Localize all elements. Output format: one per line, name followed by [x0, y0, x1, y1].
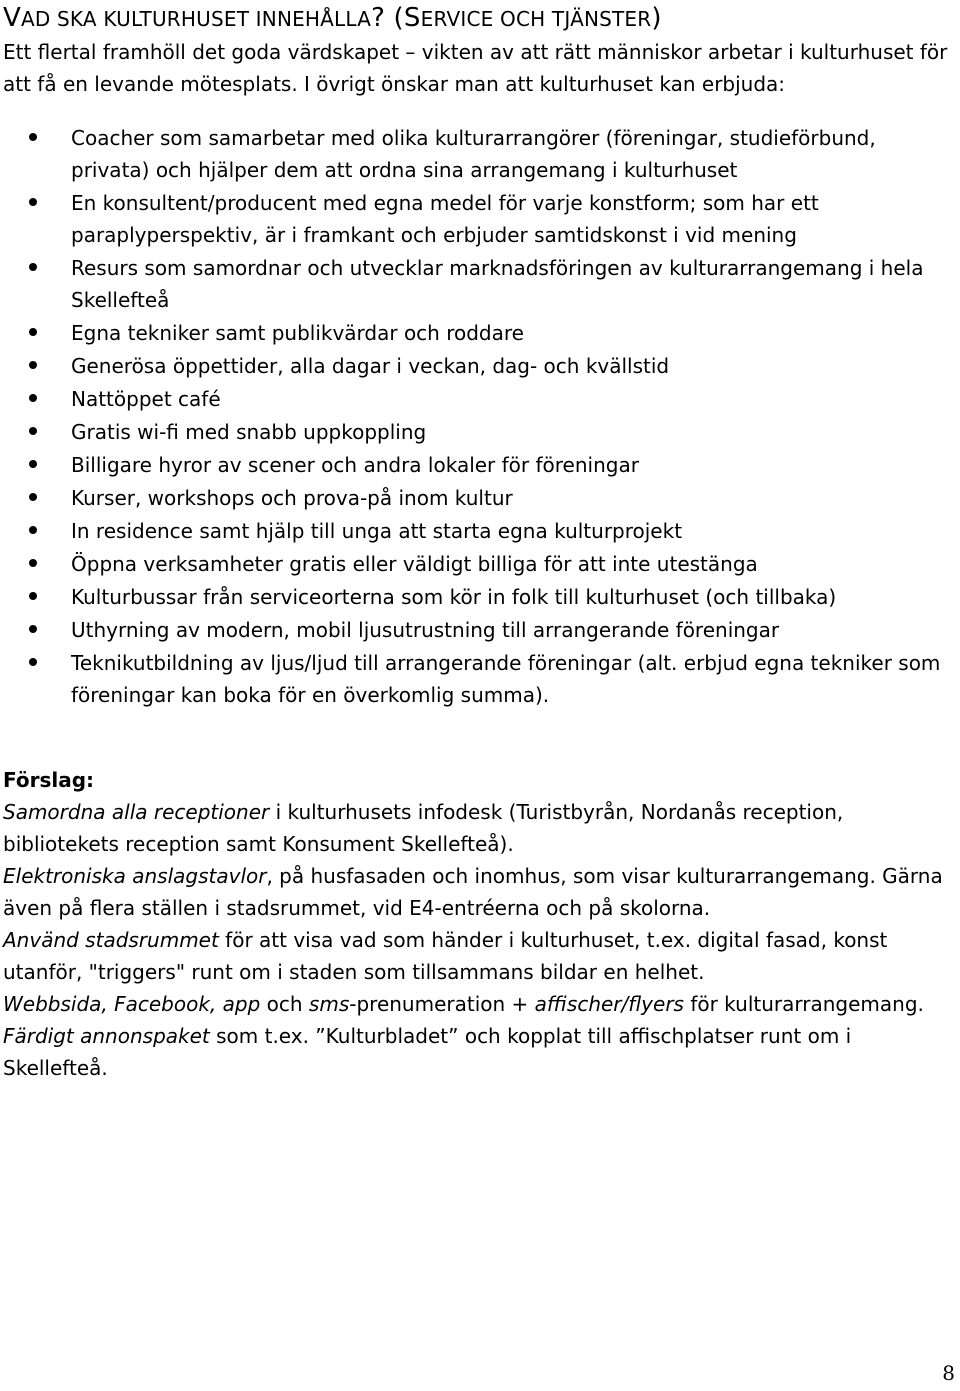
list-item — [3, 350, 948, 382]
paragraph-text: -prenumeration + — [349, 992, 535, 1016]
list-item — [3, 548, 948, 580]
heading-text-2: ERVICE OCH TJÄNSTER — [420, 7, 652, 31]
service-list — [3, 122, 948, 711]
list-item-text: Generösa öppettider, alla dagar i veckan, dag- och kvällstid — [71, 354, 670, 378]
list-item — [3, 122, 948, 186]
list-item — [3, 614, 948, 646]
document-page — [3, 0, 948, 1084]
proposal-section — [3, 764, 948, 1084]
emphasis-text: Färdigt annonspaket — [3, 1024, 210, 1048]
page-number: 8 — [942, 1361, 955, 1385]
bullet-icon — [29, 526, 37, 534]
emphasis-text: sms — [308, 992, 350, 1016]
list-item-text: Kulturbussar från serviceorterna som kör in folk till kulturhuset (och tillbaka) — [71, 585, 837, 609]
bullet-icon — [29, 592, 37, 600]
heading-text-1: AD SKA KULTURHUSET INNEHÅLLA — [21, 7, 372, 31]
bullet-icon — [29, 625, 37, 633]
bullet-icon — [29, 133, 37, 141]
list-item-text: Resurs som samordnar och utvecklar marknadsföringen av kulturarrangemang i hela Skellefteå — [71, 256, 924, 312]
list-item-text: Uthyrning av modern, mobil ljusutrustning till arrangerande föreningar — [71, 618, 780, 642]
bullet-icon — [29, 658, 37, 666]
paragraph-text: som t.ex. ”Kulturbladet” och kopplat till affischplatser runt om i Skellefteå. — [3, 1024, 852, 1080]
paragraph-text: och — [260, 992, 309, 1016]
bullet-icon — [29, 263, 37, 271]
bullet-icon — [29, 328, 37, 336]
paragraph-text: för kulturarrangemang. — [683, 992, 924, 1016]
heading-initial-2: S — [403, 3, 421, 33]
list-item — [3, 449, 948, 481]
list-item-text: Kurser, workshops och prova-på inom kultur — [71, 486, 513, 510]
bullet-icon — [29, 361, 37, 369]
list-item — [3, 317, 948, 349]
list-item-text: Nattöppet café — [71, 387, 221, 411]
bullet-icon — [29, 460, 37, 468]
bullet-icon — [29, 493, 37, 501]
heading-punct: ? ( — [371, 3, 404, 33]
list-item-text: Egna tekniker samt publikvärdar och roddare — [71, 321, 524, 345]
heading-initial: V — [3, 3, 21, 33]
list-item — [3, 252, 948, 316]
emphasis-text: Elektroniska anslagstavlor — [3, 864, 267, 888]
paragraph-text: , på husfasaden och inomhus, som visar kulturarrangemang. Gärna även på flera ställen i stadsrummet, vid E4-entréerna och på skolorna. — [3, 864, 943, 920]
list-item-text: Teknikutbildning av ljus/ljud till arrangerande föreningar (alt. erbjud egna tekniker som föreningar kan boka för en överkomlig summa). — [71, 651, 941, 707]
paragraph-text: för att visa vad som händer i kulturhuset, t.ex. digital fasad, konst utanför, "triggers" runt om i staden som tillsammans bildar en helhet. — [3, 928, 888, 984]
list-item-text: Öppna verksamheter gratis eller väldigt billiga för att inte utestänga — [71, 552, 758, 576]
proposal-paragraph — [3, 860, 948, 924]
list-item — [3, 581, 948, 613]
emphasis-text: Samordna alla receptioner — [3, 800, 270, 824]
paragraph-text: i kulturhusets infodesk (Turistbyrån, Nordanås reception, bibliotekets reception samt Konsument Skellefteå). — [3, 800, 844, 856]
proposal-title: Förslag: — [3, 768, 95, 792]
proposal-paragraph — [3, 1020, 948, 1084]
emphasis-text: affischer/flyers — [534, 992, 684, 1016]
list-item — [3, 482, 948, 514]
emphasis-text: Använd stadsrummet — [3, 928, 219, 952]
list-item-text: Gratis wi-fi med snabb uppkoppling — [71, 420, 427, 444]
proposal-paragraph — [3, 796, 948, 860]
bullet-icon — [29, 559, 37, 567]
list-item — [3, 187, 948, 251]
proposal-paragraph — [3, 988, 948, 1020]
list-item-text: In residence samt hjälp till unga att starta egna kulturprojekt — [71, 519, 683, 543]
list-item-text: Coacher som samarbetar med olika kulturarrangörer (föreningar, studieförbund, privata) och hjälper dem att ordna sina arrangemang i kulturhuset — [71, 126, 876, 182]
list-item — [3, 383, 948, 415]
proposal-paragraph — [3, 924, 948, 988]
section-heading — [3, 0, 948, 36]
bullet-icon — [29, 198, 37, 206]
heading-close-paren: ) — [651, 3, 662, 33]
list-item-text: Billigare hyror av scener och andra lokaler för föreningar — [71, 453, 639, 477]
emphasis-text: Webbsida, Facebook, app — [3, 992, 261, 1016]
list-item — [3, 647, 948, 711]
list-item — [3, 515, 948, 547]
intro-paragraph: Ett flertal framhöll det goda värdskapet – vikten av att rätt människor arbetar i kulturhuset för att få en levande mötesplats. I övrigt önskar man att kulturhuset kan erbjuda: — [3, 40, 948, 96]
bullet-icon — [29, 394, 37, 402]
list-item — [3, 416, 948, 448]
bullet-icon — [29, 427, 37, 435]
list-item-text: En konsultent/producent med egna medel för varje konstform; som har ett paraplyperspektiv, är i framkant och erbjuder samtidskonst i vid mening — [71, 191, 819, 247]
